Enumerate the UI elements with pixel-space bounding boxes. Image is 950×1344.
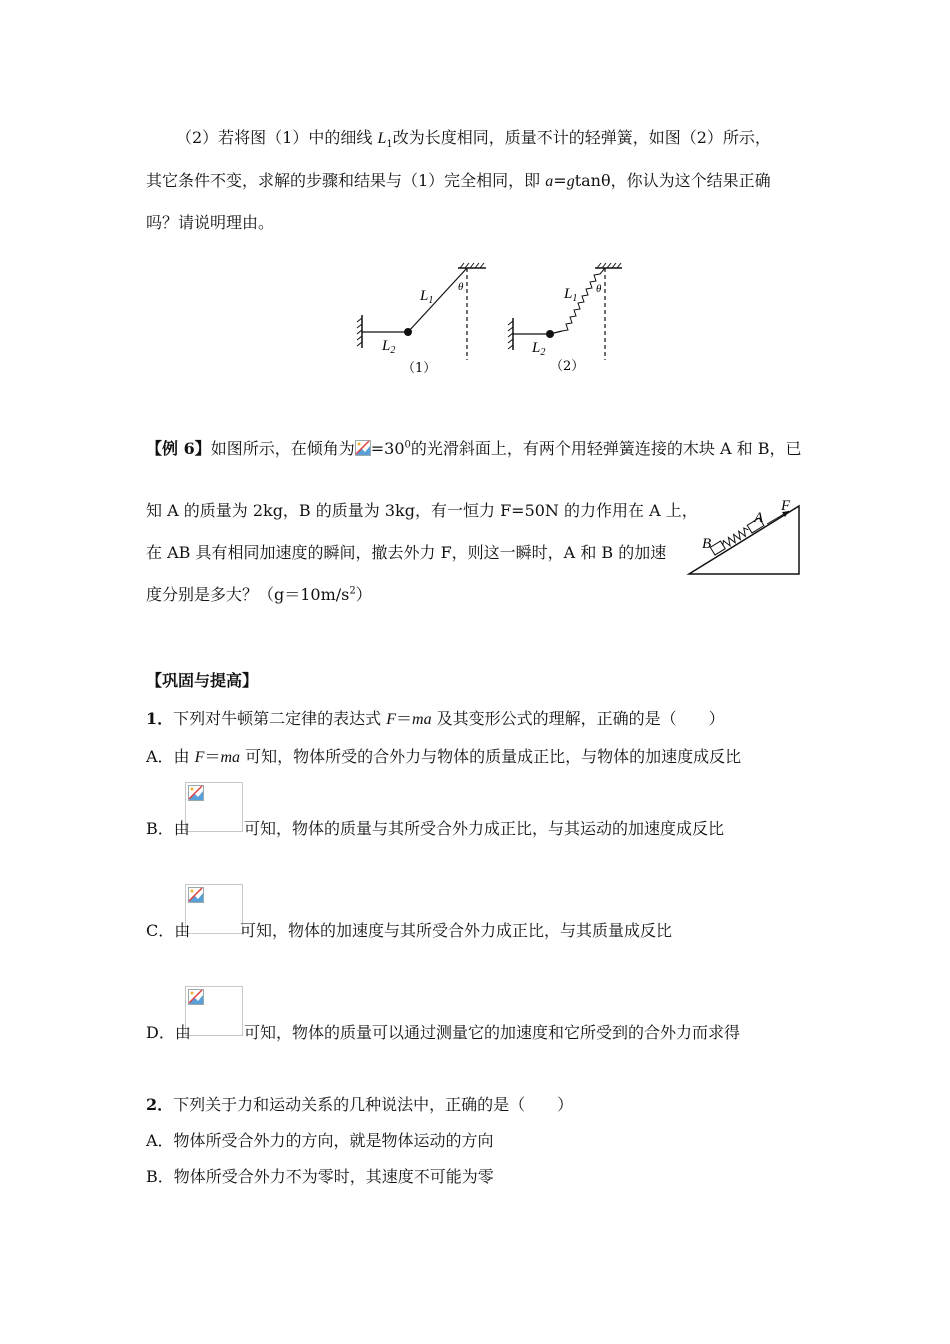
theta-fig2: θ <box>596 283 602 295</box>
label-l1-fig1: $L_1$ <box>420 288 434 306</box>
formula-image-b <box>185 782 243 832</box>
example6-line3: 在 AB 具有相同加速度的瞬间，撤去外力 F，则这一瞬时，A 和 B 的加速 <box>146 543 667 562</box>
q1-option-a: A．由 F＝ma 可知，物体所受的合外力与物体的质量成正比，与物体的加速度成反比 <box>146 747 742 766</box>
broken-image-icon <box>355 440 371 456</box>
label-l1-fig2: $L_1$ <box>564 286 578 304</box>
q2-part-line2: 其它条件不变，求解的步骤和结果与（1）完全相同，即 a=gtanθ，你认为这个结果正确 <box>146 171 771 190</box>
example6-line2: 知 A 的质量为 2kg，B 的质量为 3kg，有一恒力 F=50N 的力作用在 A 上， <box>146 501 698 520</box>
ball-2 <box>546 330 554 338</box>
broken-image-icon <box>188 989 204 1005</box>
q1-option-b-text: 可知，物体的质量与其所受合外力成正比，与其运动的加速度成反比 <box>244 819 725 838</box>
incline-figure <box>685 500 805 580</box>
label-l2-fig1: $L_2$ <box>382 338 396 356</box>
q1-option-c-prefix: C．由 <box>146 921 191 940</box>
q2-part-line3: 吗？请说明理由。 <box>146 213 275 232</box>
broken-image-icon <box>188 785 204 801</box>
label-l2-fig2: $L_2$ <box>532 340 546 358</box>
q2-option-b: B．物体所受合外力不为零时，其速度不可能为零 <box>146 1167 494 1186</box>
q2-part-line1: （2）若将图（1）中的细线 $L_1$改为长度相同，质量不计的轻弹簧，如图（2）所示， <box>176 128 771 151</box>
q1-stem: 1．下列对牛顿第二定律的表达式 F＝ma 及其变形公式的理解，正确的是（ ） <box>146 709 725 728</box>
formula-image-c <box>185 884 243 934</box>
ball-1 <box>404 328 412 336</box>
caption-fig1: （1） <box>402 361 437 376</box>
q1-option-b-prefix: B．由 <box>146 819 190 838</box>
broken-image-icon <box>188 887 204 903</box>
q2-option-a: A．物体所受合外力的方向，就是物体运动的方向 <box>146 1131 494 1150</box>
label-a: A <box>754 510 764 526</box>
formula-image-d <box>185 986 243 1036</box>
label-f: F <box>781 500 791 514</box>
example6-line4: 度分别是多大？$(g=10m/s^2)$ <box>146 585 372 604</box>
q2-stem: 2．下列关于力和运动关系的几种说法中，正确的是（ ） <box>146 1095 574 1114</box>
q1-option-d-text: 可知，物体的质量可以通过测量它的加速度和它所受到的合外力而求得 <box>244 1023 741 1042</box>
pendulum-figure <box>350 260 650 380</box>
theta-fig1: θ <box>458 281 464 293</box>
q1-option-d-prefix: D．由 <box>146 1023 191 1042</box>
example6-line1: 【例 6】如图所示，在倾角为 $=30^0$的光滑斜面上，有两个用轻弹簧连接的木块 A 和 B，已 <box>146 439 802 458</box>
consolidate-heading: 【巩固与提高】 <box>146 671 259 690</box>
label-b: B <box>702 536 712 552</box>
q1-option-c-text: 可知，物体的加速度与其所受合外力成正比，与其质量成反比 <box>240 921 673 940</box>
caption-fig2: （2） <box>550 359 585 374</box>
